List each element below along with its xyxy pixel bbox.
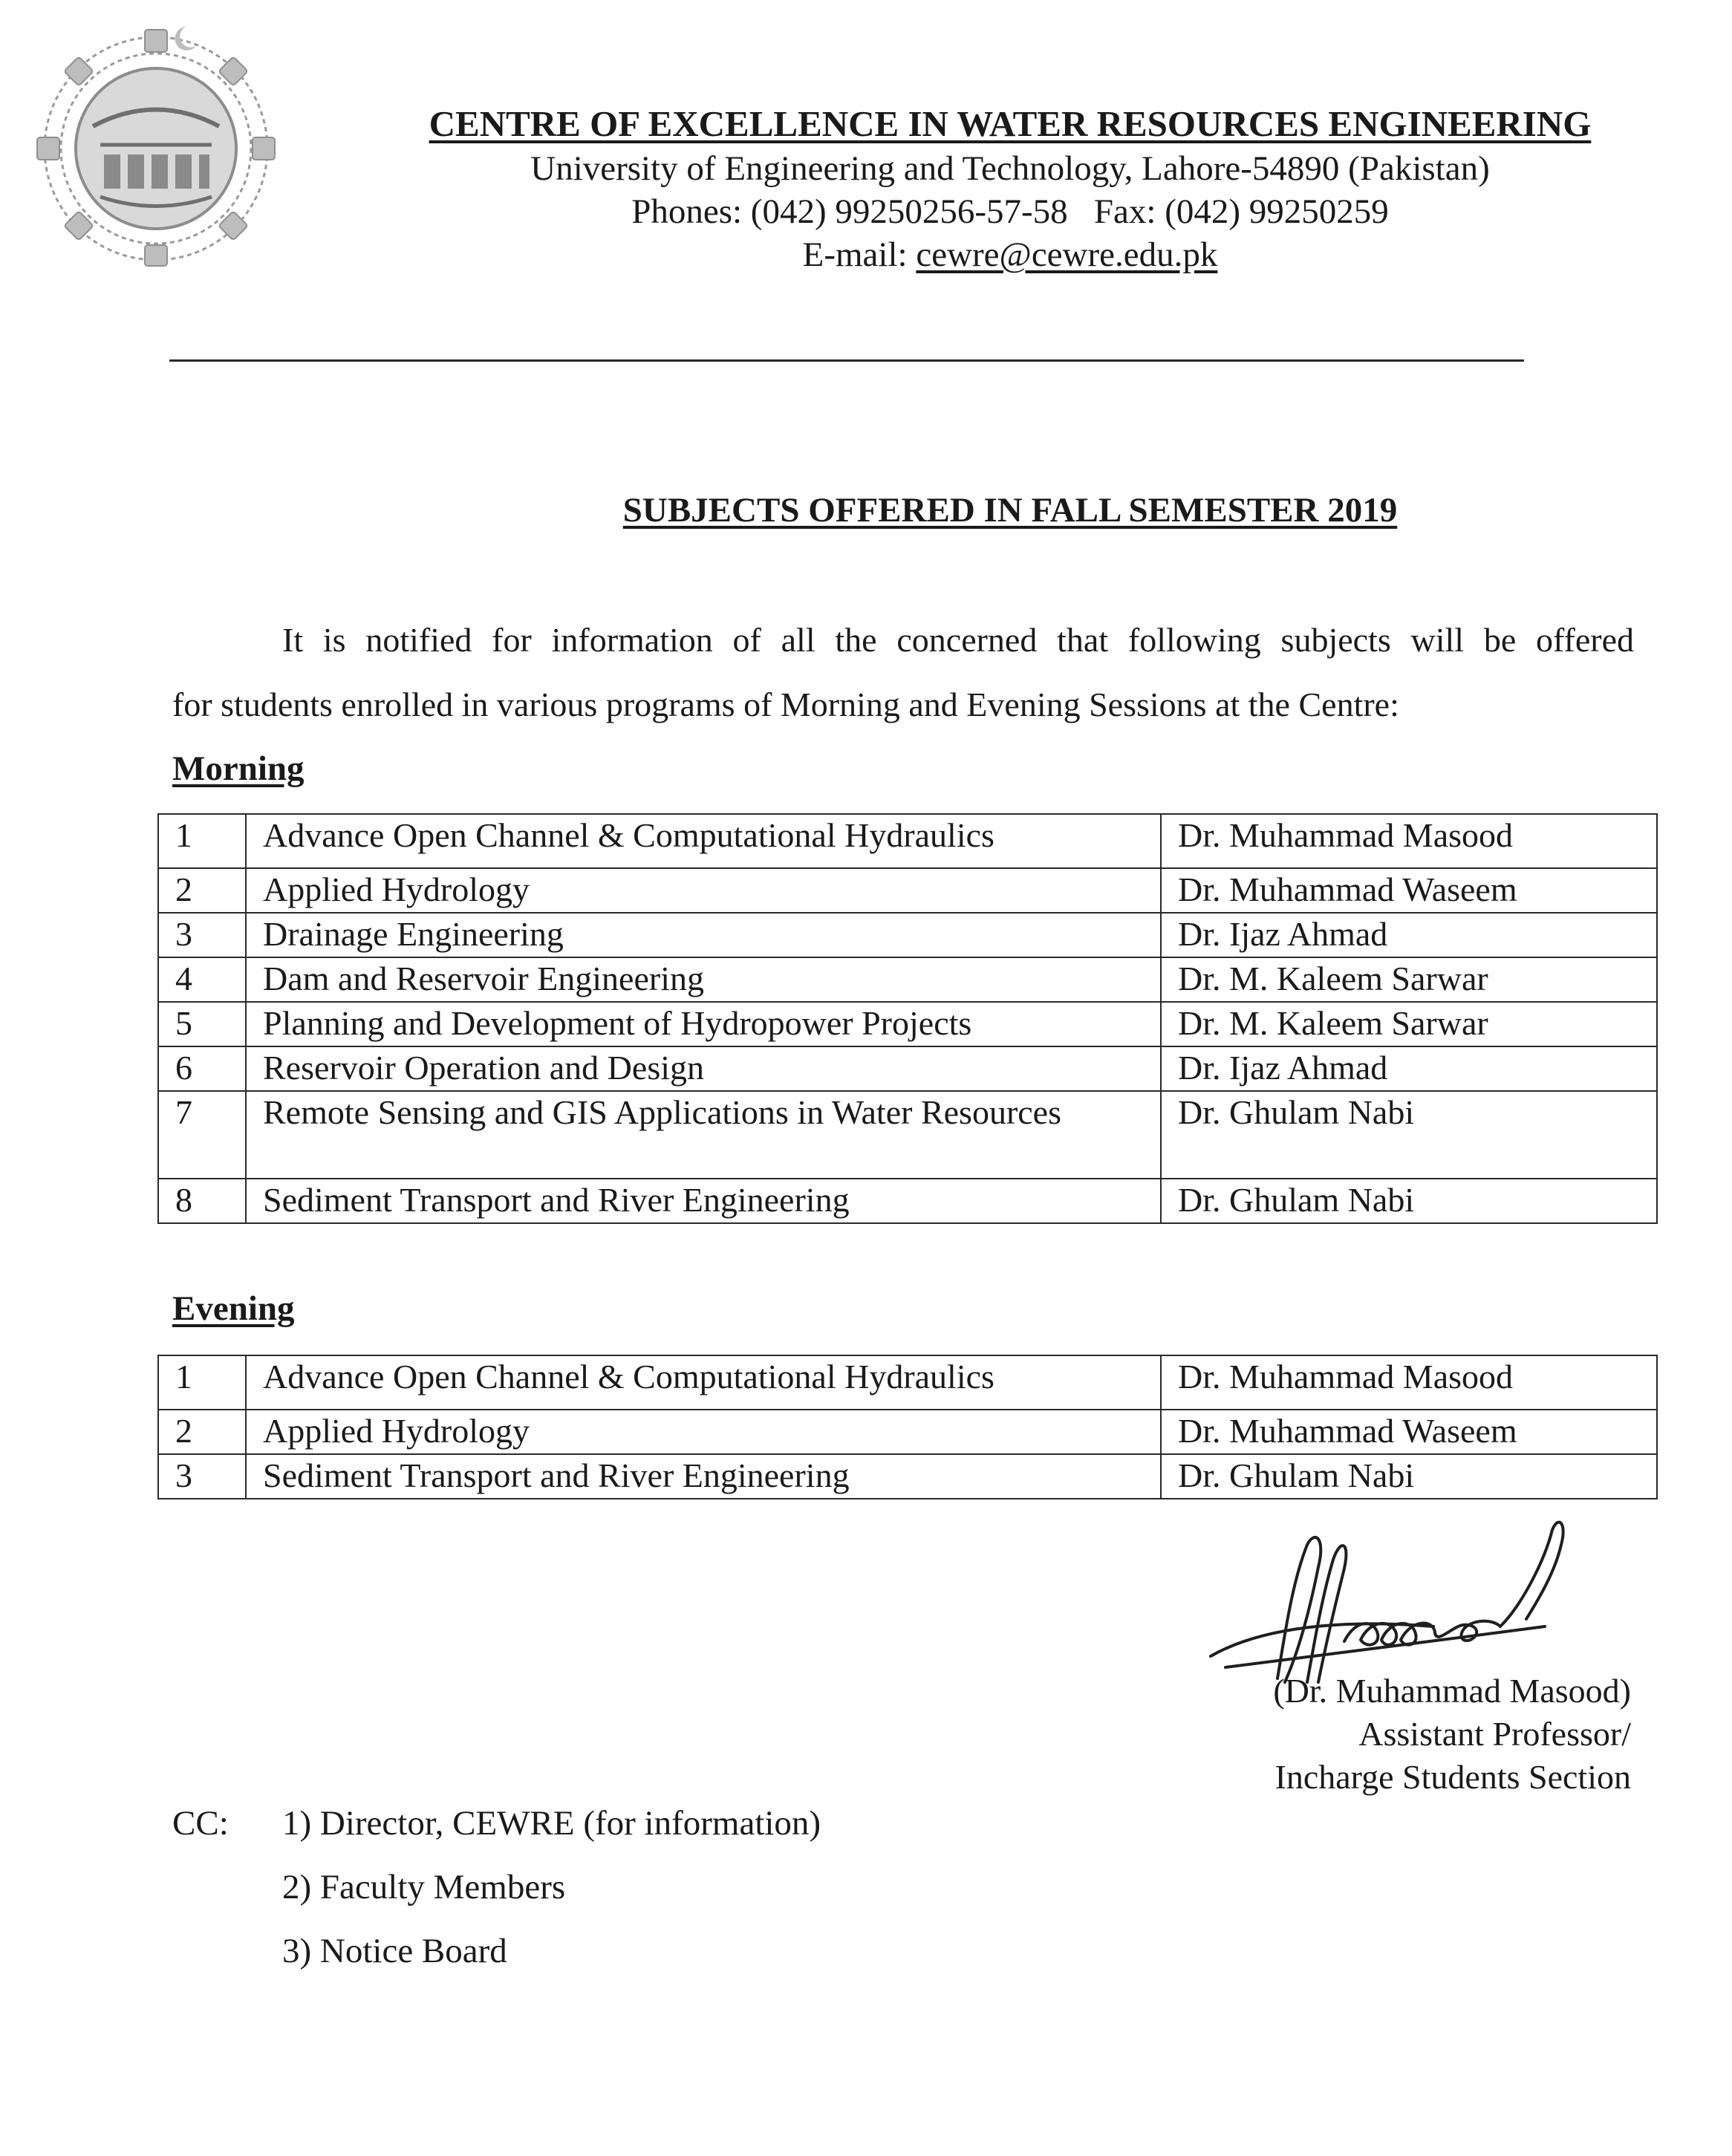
evening-subjects-table	[157, 1355, 1658, 1499]
subject-name: Sediment Transport and River Engineering	[246, 1454, 1161, 1499]
teacher-name: Dr. M. Kaleem Sarwar	[1161, 957, 1657, 1002]
teacher-name: Dr. Ghulam Nabi	[1161, 1179, 1657, 1223]
email-link[interactable]: cewre@cewre.edu.pk	[916, 235, 1218, 274]
table-row	[158, 1410, 1657, 1454]
signatory-section: Incharge Students Section	[1274, 1758, 1631, 1796]
signatory-name: (Dr. Muhammad Masood)	[1273, 1672, 1631, 1710]
row-number: 2	[158, 1410, 246, 1454]
teacher-name: Dr. Muhammad Masood	[1161, 814, 1657, 868]
subject-name: Remote Sensing and GIS Applications in Water Resources	[246, 1091, 1161, 1179]
table-row	[158, 868, 1657, 913]
teacher-name: Dr. Muhammad Waseem	[1161, 1410, 1657, 1454]
subject-name: Advance Open Channel & Computational Hydraulics	[246, 814, 1161, 868]
teacher-name: Dr. Ghulam Nabi	[1161, 1091, 1657, 1179]
teacher-name: Dr. Muhammad Masood	[1161, 1355, 1657, 1410]
teacher-name: Dr. Ijaz Ahmad	[1161, 1046, 1657, 1091]
morning-section-heading: Morning	[172, 749, 305, 788]
cc-label: CC:	[172, 1804, 229, 1843]
email-label: E-mail:	[802, 235, 917, 274]
signatory-title: Assistant Professor/	[1358, 1715, 1631, 1753]
teacher-name: Dr. Ghulam Nabi	[1161, 1454, 1657, 1499]
teacher-name: Dr. M. Kaleem Sarwar	[1161, 1002, 1657, 1046]
row-number: 3	[158, 913, 246, 957]
row-number: 4	[158, 957, 246, 1002]
table-row	[158, 814, 1657, 868]
subject-name: Reservoir Operation and Design	[246, 1046, 1161, 1091]
table-row	[158, 1091, 1657, 1179]
organization-address: University of Engineering and Technology, Lahore-54890 (Pakistan)	[530, 149, 1490, 188]
subject-name: Applied Hydrology	[246, 1410, 1161, 1454]
row-number: 8	[158, 1179, 246, 1223]
table-row	[158, 913, 1657, 957]
organization-name: CENTRE OF EXCELLENCE IN WATER RESOURCES ENGINEERING	[429, 103, 1592, 144]
table-row	[158, 1454, 1657, 1499]
university-gear-seal-icon	[30, 22, 282, 267]
row-number: 2	[158, 868, 246, 913]
cc-item: 3) Notice Board	[282, 1932, 507, 1970]
table-row	[158, 1002, 1657, 1046]
handwritten-signature	[1196, 1515, 1612, 1693]
morning-subjects-table	[157, 813, 1658, 1224]
subject-name: Applied Hydrology	[246, 868, 1161, 913]
table-row	[158, 1179, 1657, 1223]
evening-section-heading: Evening	[172, 1289, 295, 1328]
subject-name: Advance Open Channel & Computational Hydraulics	[246, 1355, 1161, 1410]
cc-item: 1) Director, CEWRE (for information)	[282, 1804, 821, 1843]
table-row	[158, 1046, 1657, 1091]
organization-phones: Phones: (042) 99250256-57-58 Fax: (042) 99250259	[631, 192, 1389, 231]
header-divider	[169, 359, 1524, 362]
row-number: 1	[158, 814, 246, 868]
teacher-name: Dr. Ijaz Ahmad	[1161, 913, 1657, 957]
table-row	[158, 1355, 1657, 1410]
intro-paragraph-line-2: for students enrolled in various programs of Morning and Evening Sessions at the Centre:	[172, 685, 1399, 723]
subject-name: Planning and Development of Hydropower Projects	[246, 1002, 1161, 1046]
row-number: 1	[158, 1355, 246, 1410]
subject-name: Dam and Reservoir Engineering	[246, 957, 1161, 1002]
subject-name: Drainage Engineering	[246, 913, 1161, 957]
cc-item: 2) Faculty Members	[282, 1868, 566, 1906]
row-number: 3	[158, 1454, 246, 1499]
row-number: 7	[158, 1091, 246, 1179]
teacher-name: Dr. Muhammad Waseem	[1161, 868, 1657, 913]
organization-email-line	[312, 235, 1708, 275]
table-row	[158, 957, 1657, 1002]
subject-name: Sediment Transport and River Engineering	[246, 1179, 1161, 1223]
row-number: 6	[158, 1046, 246, 1091]
intro-paragraph-line-1: It is notified for information of all the concerned that following subjects will be offered	[282, 621, 1634, 659]
row-number: 5	[158, 1002, 246, 1046]
notice-title: SUBJECTS OFFERED IN FALL SEMESTER 2019	[622, 491, 1398, 530]
